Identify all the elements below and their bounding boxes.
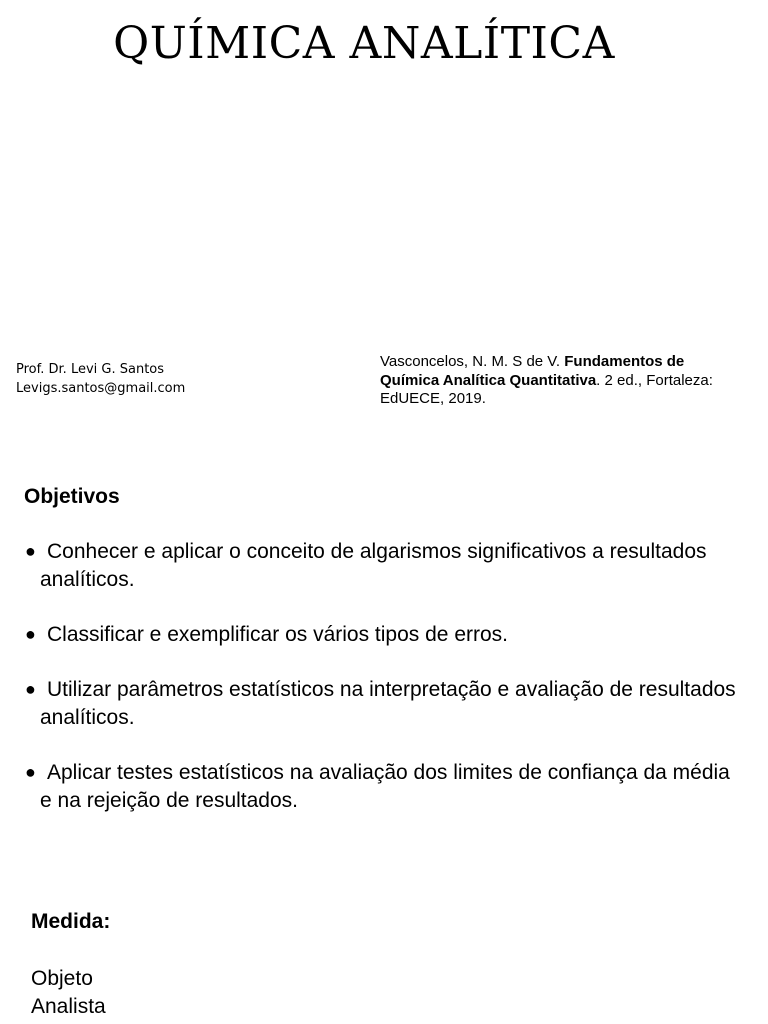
- objective-item: [24, 538, 744, 594]
- objective-text: Utilizar parâmetros estatísticos na interpretação e avaliação de resultados analíticos.: [40, 678, 736, 729]
- author-info: [16, 360, 185, 398]
- document-title: QUÍMICA ANALÍTICA: [113, 18, 615, 69]
- measure-item: Objeto: [31, 967, 93, 990]
- reference-details: . 2 ed., Fortaleza: EdUECE, 2019.: [380, 371, 713, 407]
- measure-item: Analista: [31, 994, 106, 1018]
- reference-book-title: Fundamentos de Química Analítica Quantitativa: [380, 353, 685, 389]
- objective-text: Classificar e exemplificar os vários tipos de erros.: [47, 623, 508, 646]
- author-email: Levigs.santos@gmail.com: [16, 381, 186, 396]
- bullet-icon: ●: [25, 762, 36, 782]
- objective-item: [24, 676, 744, 732]
- reference-authors: Vasconcelos, N. M. S de V.: [380, 353, 565, 370]
- measure-list: [31, 965, 106, 1020]
- objective-item: [24, 759, 744, 815]
- objective-text: Conhecer e aplicar o conceito de algarismos significativos a resultados analíticos.: [40, 540, 707, 591]
- objective-text: Aplicar testes estatísticos na avaliação dos limites de confiança da média e na rejeição de resultados.: [40, 761, 730, 812]
- bullet-icon: ●: [25, 679, 36, 699]
- objective-item: [24, 621, 744, 649]
- measure-heading: Medida:: [31, 910, 111, 933]
- bibliographic-reference: [380, 353, 740, 409]
- author-name: Prof. Dr. Levi G. Santos: [16, 362, 165, 377]
- bullet-icon: ●: [25, 624, 36, 644]
- bullet-icon: ●: [25, 541, 36, 561]
- objectives-heading: Objetivos: [24, 485, 120, 508]
- objectives-list: [24, 538, 744, 842]
